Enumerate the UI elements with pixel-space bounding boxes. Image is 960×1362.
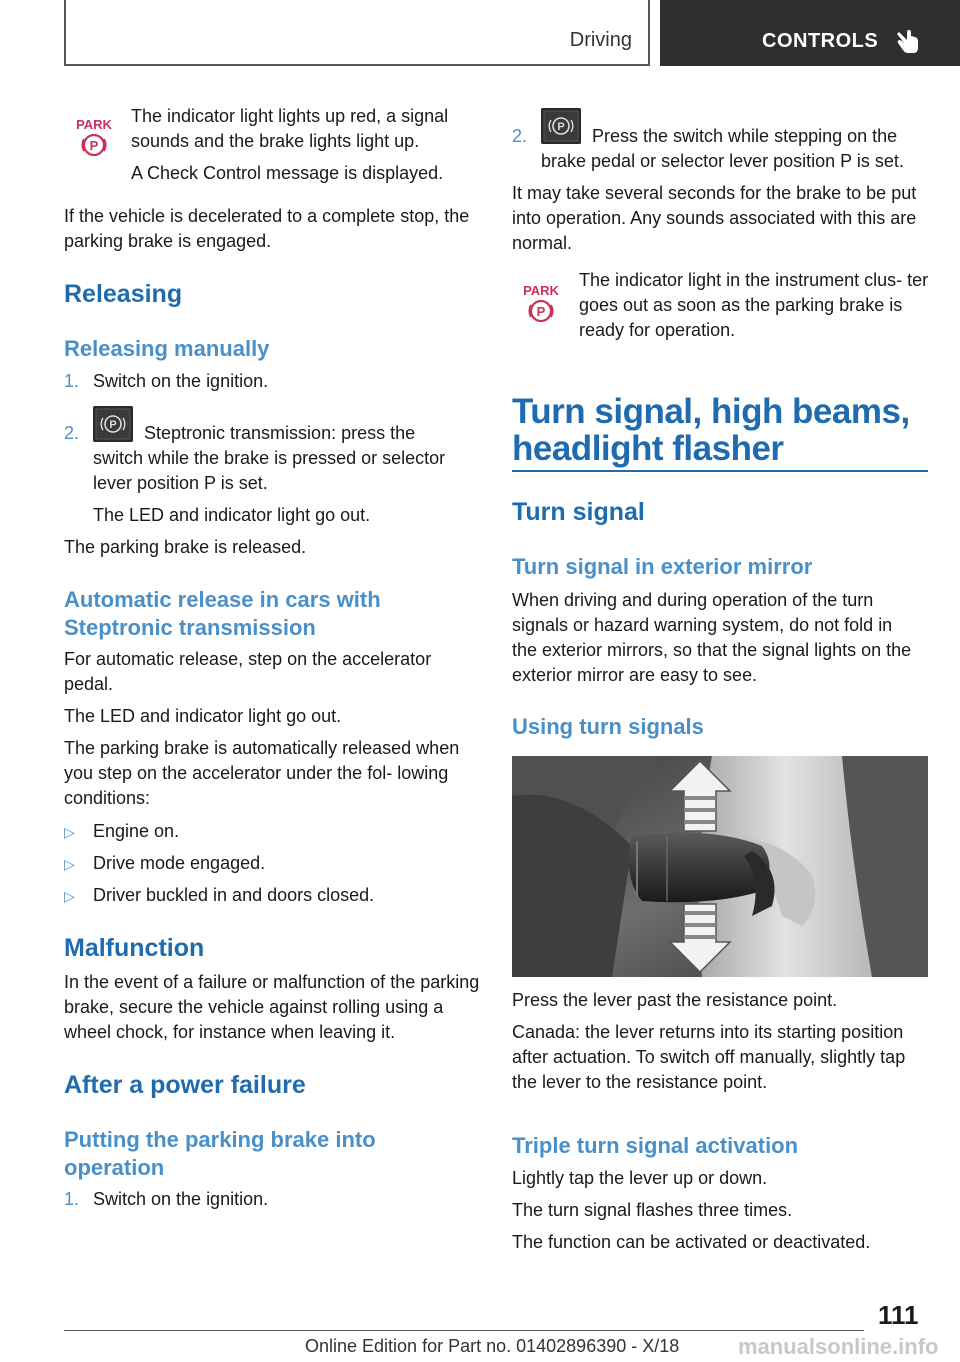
triple-text-1: Lightly tap the lever up or down. — [512, 1168, 768, 1188]
step-text: Switch on the ignition. — [93, 371, 269, 391]
step-number: 1. — [64, 1189, 80, 1209]
right-step-2-number: 2. — [512, 126, 528, 146]
triangle-bullet-icon: ▷ — [64, 856, 75, 872]
watermark: manualsonline.info — [738, 1334, 939, 1359]
releasing-manually-heading: Releasing manually — [64, 336, 270, 361]
malfunction-text: In the event of a failure or malfunction of the parking brake, secure the vehicle against rolling using a wheel chock, for instance when leaving it. — [64, 972, 480, 1042]
main-heading-line-1: Turn signal, high beams, — [512, 392, 910, 431]
condition-item: ▷ Driver buckled in and doors closed. — [64, 883, 482, 909]
header-section-box — [64, 0, 650, 66]
park-caption-right: The indicator light in the instrument clus‐ ter goes out as soon as the parking brake is ready for operation. — [579, 270, 929, 340]
triple-text-2: The turn signal flashes three times. — [512, 1200, 793, 1220]
manual-step-1 — [64, 369, 482, 394]
using-heading: Using turn signals — [512, 714, 704, 739]
putting-heading: Putting the parking brake into operation — [64, 1127, 376, 1180]
released-text: The parking brake is released. — [64, 537, 307, 557]
park-indicator-icon — [521, 280, 561, 324]
svg-text:P: P — [109, 419, 117, 431]
may-take-text: It may take several seconds for the brake to be put into operation. Any sounds associated with this are normal. — [512, 183, 917, 253]
triple-text-3: The function can be activated or deactivated. — [512, 1232, 871, 1252]
svg-text:P: P — [89, 138, 99, 153]
canada-text: Canada: the lever returns into its starting position after actuation. To switch off manually, slightly tap the lever to the resistance point. — [512, 1022, 906, 1092]
triple-heading: Triple turn signal activation — [512, 1133, 799, 1158]
heading-rule — [512, 470, 928, 472]
triangle-bullet-icon: ▷ — [64, 824, 75, 840]
parking-brake-switch-icon — [541, 108, 581, 144]
step-number: 1. — [64, 371, 80, 391]
step-number: 2. — [64, 423, 80, 443]
page-number: 111 — [878, 1300, 919, 1330]
turn-signal-heading: Turn signal — [512, 498, 645, 526]
auto-release-text: For automatic release, step on the accelerator pedal. — [64, 649, 432, 694]
putting-step-1: 1. Switch on the ignition. — [64, 1187, 482, 1212]
releasing-heading: Releasing — [64, 280, 183, 308]
condition-item: ▷ Drive mode engaged. — [64, 851, 482, 877]
mirror-text: When driving and during operation of the turn signals or hazard warning system, do not fold in the exterior mirrors, so that the signal lights on the exterior mirror are easy to see. — [512, 590, 912, 685]
main-heading-line-2: headlight flasher — [512, 429, 784, 468]
park-caption-1: The indicator light lights up red, a signal sounds and the brake lights light up. — [131, 106, 449, 151]
manual-step-2-cont: switch while the brake is pressed or selector lever position P is set. — [93, 448, 446, 493]
press-text: Press the lever past the resistance point. — [512, 990, 838, 1010]
mirror-heading: Turn signal in exterior mirror — [512, 554, 813, 579]
pointing-hand-icon — [896, 26, 920, 54]
manual-step-2-result: The LED and indicator light go out. — [93, 505, 371, 525]
svg-text:P: P — [557, 121, 565, 133]
header-chapter-box[interactable] — [660, 0, 960, 66]
svg-text:PARK: PARK — [76, 117, 112, 132]
park-caption-2: A Check Control message is displayed. — [131, 163, 444, 183]
condition-item: ▷ Engine on. — [64, 819, 482, 845]
park-indicator-icon — [74, 114, 114, 158]
decel-text: If the vehicle is decelerated to a complete stop, the parking brake is engaged. — [64, 206, 470, 251]
footer-edition: Online Edition for Part no. 01402896390 - X/18 — [305, 1336, 680, 1356]
manual-step-2-text: Steptronic transmission: press the — [144, 423, 416, 443]
auto-release-heading: Automatic release in cars with Steptronic transmission — [64, 587, 381, 640]
footer-rule — [64, 1330, 864, 1331]
header-section-title: Driving — [569, 29, 632, 51]
power-failure-heading: After a power failure — [64, 1071, 306, 1099]
turn-signal-lever-image — [512, 756, 928, 977]
triangle-bullet-icon: ▷ — [64, 888, 75, 904]
header-chapter-title: CONTROLS — [762, 30, 879, 52]
auto-released-text: The parking brake is automatically released when you step on the accelerator under the fol‐ lowing conditions: — [64, 738, 460, 808]
led-text: The LED and indicator light go out. — [64, 706, 342, 726]
malfunction-heading: Malfunction — [64, 934, 205, 962]
parking-brake-switch-icon — [93, 406, 133, 442]
right-step-2-text: Press the switch while stepping on the — [592, 126, 898, 146]
svg-text:P: P — [536, 304, 546, 319]
right-step-2-cont: brake pedal or selector lever position P is set. — [541, 151, 904, 171]
svg-text:PARK: PARK — [523, 283, 559, 298]
